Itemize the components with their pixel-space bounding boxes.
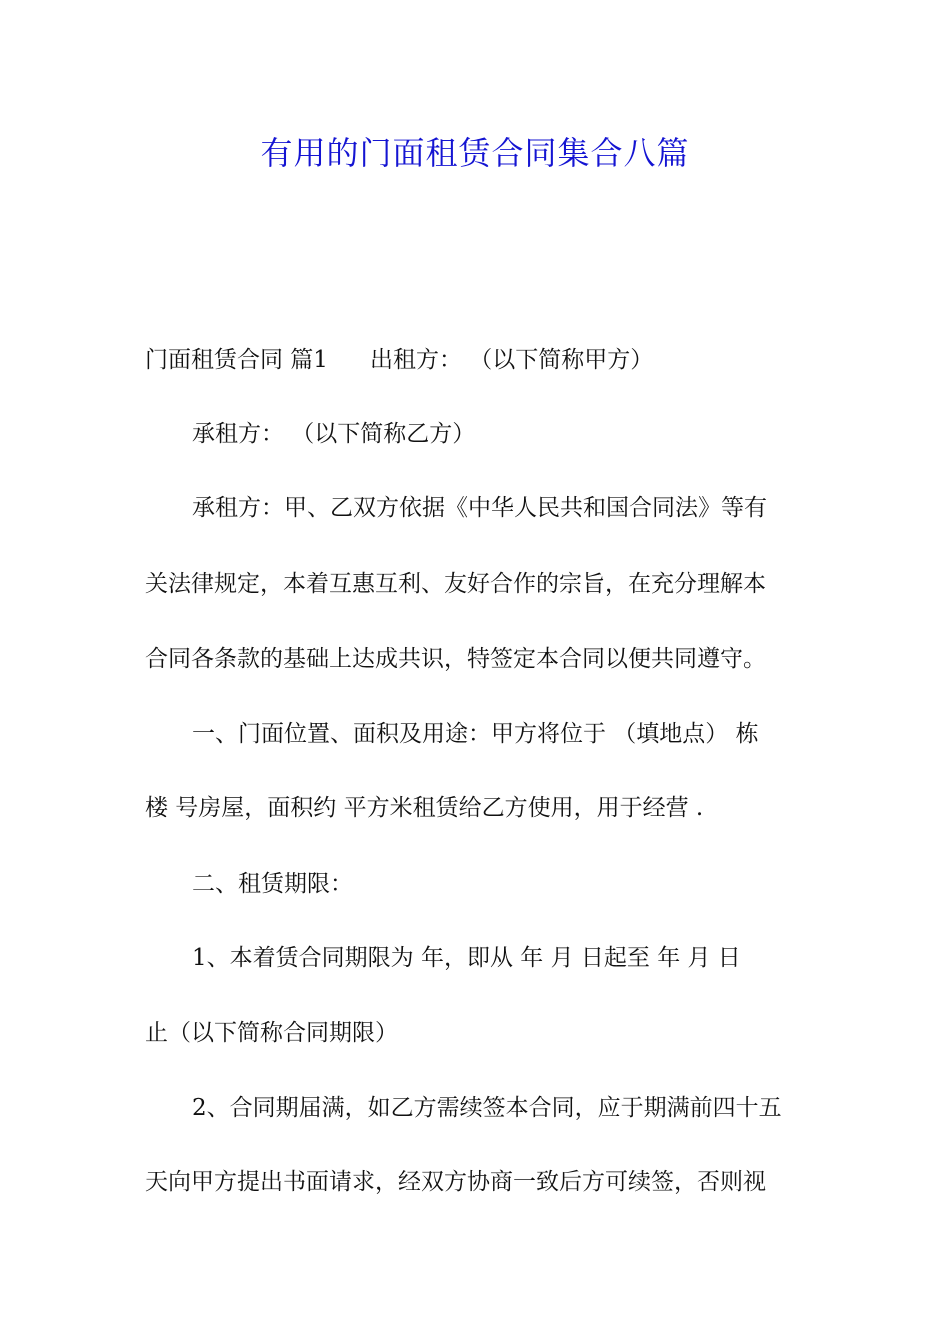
contract-heading-line	[145, 342, 815, 378]
section-2-heading: 二、租赁期限：	[192, 871, 353, 897]
paragraph-line: 止（以下简称合同期限）	[145, 1020, 398, 1046]
paragraph-line: 天向甲方提出书面请求，经双方协商一致后方可续签，否则视	[145, 1169, 766, 1195]
lessee-line: 承租方： （以下简称乙方）	[192, 421, 476, 447]
document-title: 有用的门面租赁合同集合八篇	[260, 134, 690, 172]
paragraph-line: 楼 号房屋，面积约 平方米租赁给乙方使用，用于经营 .	[145, 795, 704, 821]
clause-2-line: 2、合同期届满，如乙方需续签本合同，应于期满前四十五	[192, 1095, 782, 1121]
paragraph-line: 承租方：甲、乙双方依据《中华人民共和国合同法》等有	[192, 495, 767, 521]
paragraph-line: 合同各条款的基础上达成共识，特签定本合同以便共同遵守。	[145, 646, 766, 672]
paragraph-line: 关法律规定，本着互惠互利、友好合作的宗旨，在充分理解本	[145, 571, 766, 597]
lessor-line: 出租方： （以下简称甲方）	[369, 347, 654, 373]
clause-1-line: 1、本着赁合同期限为 年，即从 年 月 日起至 年 月 日	[192, 945, 741, 971]
contract-part-label: 门面租赁合同 篇1	[145, 347, 328, 373]
section-1-line: 一、门面位置、面积及用途：甲方将位于 （填地点） 栋	[192, 721, 759, 747]
